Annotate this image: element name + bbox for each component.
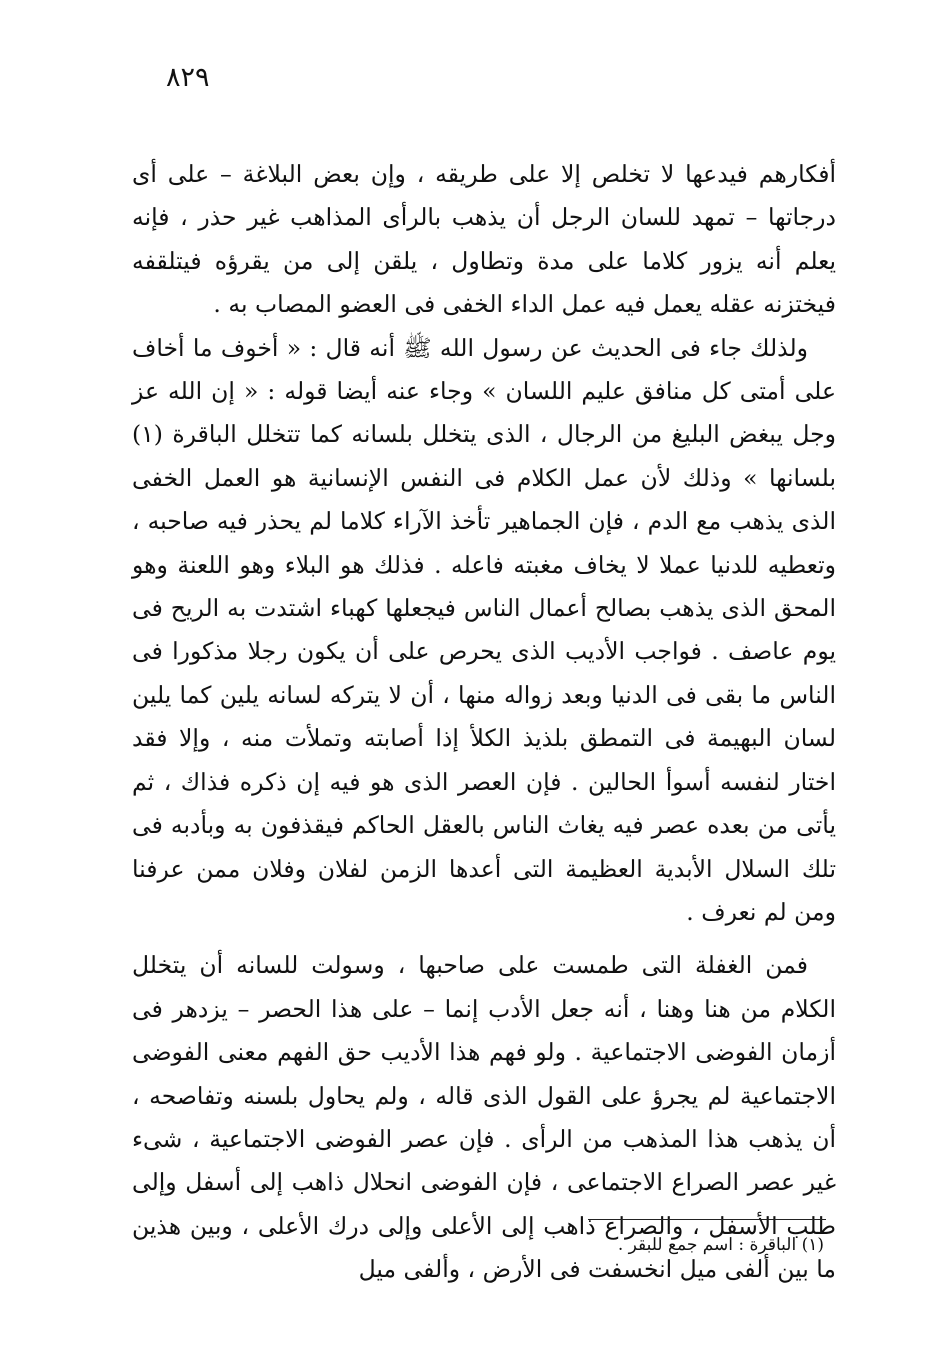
body-text — [132, 153, 836, 1292]
footnote-divider — [588, 1219, 826, 1220]
paragraph: ولذلك جاء فى الحديث عن رسول الله ﷺ أنه قال : « أخوف ما أخاف على أمتى كل منافق عليم اللسان » وجاء عنه أيضا قوله : « إن الله عز وجل يبغض البليغ من الرجال ، الذى يتخلل بلسانه كما تتخلل الباقرة (١) بلسانها » وذلك لأن عمل الكلام فى النفس الإنسانية هو العمل الخفى الذى يذهب مع الدم ، فإن الجماهير تأخذ الآراء كلاما لم يحذر فيه صاحبه ، وتعطيه للدنيا عملا لا يخاف مغبته فاعله . فذلك هو البلاء وهو اللعنة وهو المحق الذى يذهب بصالح أعمال الناس فيجعلها كهباء اشتدت به الريح فى يوم عاصف . فواجب الأديب الذى يحرص على أن يكون رجلا مذكورا فى الناس ما بقى فى الدنيا وبعد زواله منها ، أن لا يتركه لسانه يلين كما يلين لسان البهيمة فى التمطق بلذيذ الكلأ إذا أصابته وتملأت منه ، وإلا فقد اختار لنفسه أسوأ الحالين . فإن العصر الذى هو فيه إن ذكره فذاك ، ثم يأتى من بعده عصر فيه يغاث الناس بالعقل الحاكم فيقذفون به وبأدبه فى تلك السلال الأبدية العظيمة التى أعدها الزمن لفلان وفلان ممن عرفنا ومن لم نعرف . — [132, 333, 836, 926]
paragraph: فمن الغفلة التى طمست على صاحبها ، وسولت للسانه أن يتخلل الكلام من هنا وهنا ، أنه جعل الأدب إنما – على هذا الحصر – يزدهر فى أزمان الفوضى الاجتماعية . ولو فهم هذا الأديب حق الفهم معنى الفوضى الاجتماعية لم يجرؤ على القول الذى قاله ، ولم يحاول بلسنه وتفاصحه ، أن يذهب هذا المذهب من الرأى . فإن عصر الفوضى الاجتماعية ، شىء غير عصر الصراع الاجتماعى ، فإن الفوضى انحلال ذاهب إلى أسفل وإلى طلب الأسفل ، والصراع ذاهب إلى الأعلى وإلى درك الأعلى ، وبين هذين ما بين ألفى ميل انخسفت فى الأرض ، وألفى ميل — [132, 951, 836, 1284]
page-number: ٨٢٩ — [166, 62, 210, 93]
footnote: (١) الباقرة : اسم جمع للبقر . — [617, 1235, 824, 1255]
paragraph: أفكارهم فيدعها لا تخلص إلا على طريقه ، وإن بعض البلاغة – على أى درجاتها – تمهد للسان الرجل أن يذهب بالرأى المذاهب غير حذر ، فإنه يعلم أنه يزور كلاما على مدة وتطاول ، يلقن إلى من يقرؤه فيتلقفه فيختزنه عقله يعمل فيه عمل الداء الخفى فى العضو المصاب به . — [132, 160, 836, 319]
